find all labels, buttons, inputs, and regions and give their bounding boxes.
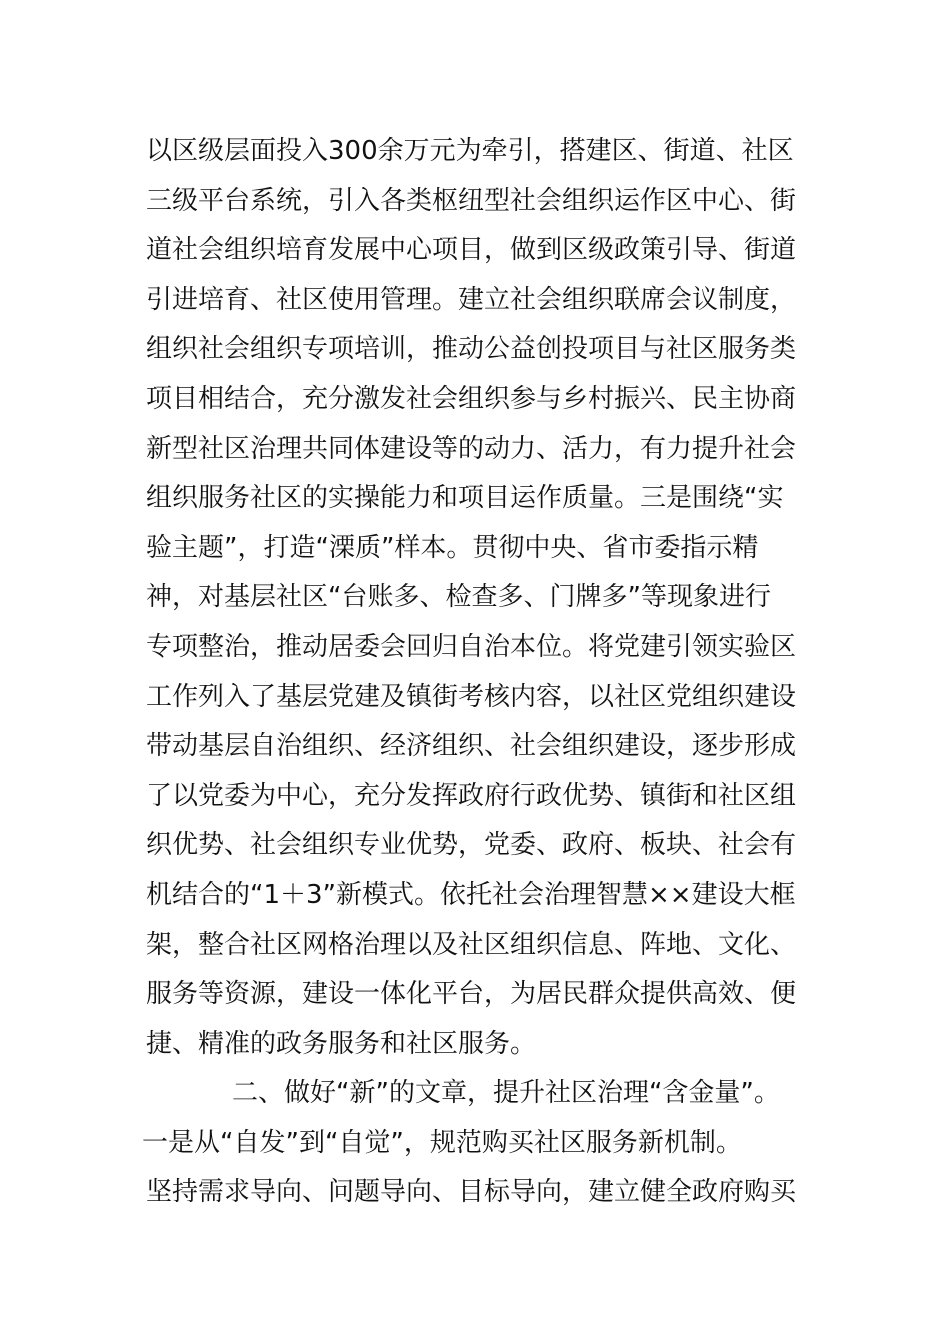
text-line: 服务等资源，建设一体化平台，为居民群众提供高效、便	[146, 979, 797, 1010]
text-line: 三级平台系统，引入各类枢纽型社会组织运作区中心、街	[146, 185, 797, 216]
text-line: 捷、精准的政务服务和社区服务。	[146, 1028, 537, 1059]
text-line: 一是从“自发”到“自觉”，规范购买社区服务新机制。	[142, 1127, 742, 1158]
section-heading-line: 二、做好“新”的文章，提升社区治理“含金量”。	[232, 1078, 780, 1109]
text-line: 工作列入了基层党建及镇街考核内容，以社区党组织建设	[146, 681, 797, 712]
text-line: 专项整治，推动居委会回归自治本位。将党建引领实验区	[146, 631, 797, 662]
text-line: 坚持需求导向、问题导向、目标导向，建立健全政府购买	[146, 1177, 797, 1208]
text-line: 引进培育、社区使用管理。建立社会组织联席会议制度，	[146, 284, 797, 315]
text-line: 道社会组织培育发展中心项目，做到区级政策引导、街道	[146, 235, 797, 266]
text-line: 织优势、社会组织专业优势，党委、政府、板块、社会有	[146, 830, 797, 861]
text-line: 以区级层面投入300余万元为牵引，搭建区、街道、社区	[146, 136, 794, 166]
text-line: 组织社会组织专项培训，推动公益创投项目与社区服务类	[146, 334, 797, 365]
text-line: 组织服务社区的实操能力和项目运作质量。三是围绕“实	[146, 483, 784, 514]
text-line: 带动基层自治组织、经济组织、社会组织建设，逐步形成	[146, 731, 797, 762]
text-line: 了以党委为中心，充分发挥政府行政优势、镇街和社区组	[146, 780, 797, 811]
body-text	[142, 127, 826, 1218]
text-line: 验主题”，打造“溧质”样本。贯彻中央、省市委指示精	[146, 532, 759, 563]
text-line: 神，对基层社区“台账多、检查多、门牌多”等现象进行	[146, 582, 771, 613]
text-line: 架，整合社区网格治理以及社区组织信息、阵地、文化、	[146, 929, 797, 960]
text-line: 机结合的“1＋3”新模式。依托社会治理智慧××建设大框	[146, 879, 796, 910]
text-line: 新型社区治理共同体建设等的动力、活力，有力提升社会	[146, 433, 797, 464]
text-line: 项目相结合，充分激发社会组织参与乡村振兴、民主协商	[146, 383, 797, 414]
